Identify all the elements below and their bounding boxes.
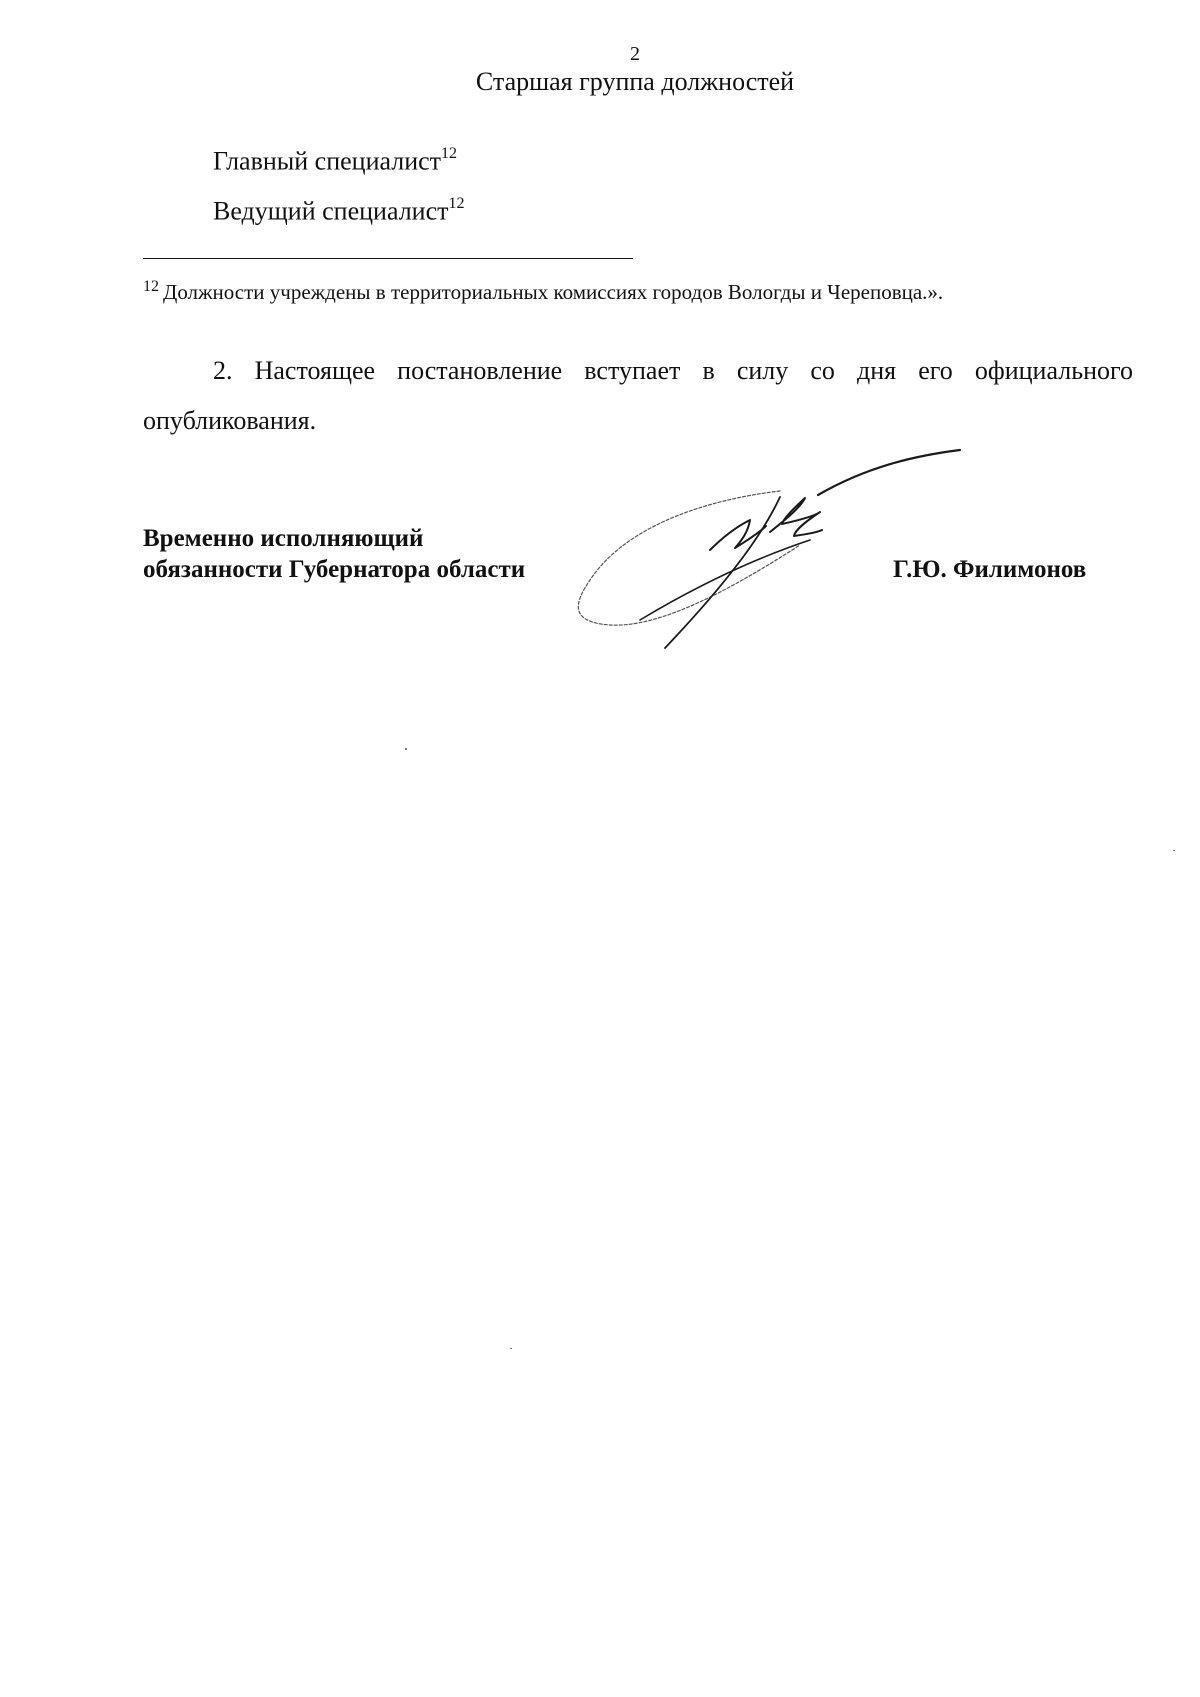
clause-2-paragraph: 2. Настоящее постановление вступает в силу со дня его официального опубликования. (143, 356, 1133, 435)
position-label: Главный специалист (213, 146, 442, 176)
scan-speck (510, 1348, 512, 1349)
footnote-mark: 12 (143, 278, 159, 295)
footnote-separator (143, 258, 633, 259)
position-chief-specialist (213, 140, 457, 178)
footnote-text: Должности учреждены в территориальных комиссиях городов Вологды и Череповца.». (163, 280, 944, 304)
footnote-reference: 12 (441, 145, 458, 162)
position-leading-specialist (213, 190, 465, 228)
signer-title (143, 523, 525, 585)
position-label: Ведущий специалист (213, 196, 449, 226)
scan-speck (1173, 850, 1175, 851)
signer-name: Г.Ю. Филимонов (893, 556, 1087, 583)
footnote-reference: 12 (448, 195, 465, 212)
signer-title-line-2: обязанности Губернатора области (143, 556, 526, 583)
position-group-title: Старшая группа должностей (475, 67, 795, 96)
handwritten-signature-icon (570, 440, 980, 660)
page-number: 2 (630, 43, 640, 65)
signer-title-line-1: Временно исполняющий (143, 525, 424, 552)
footnote (143, 279, 943, 308)
scan-speck (405, 748, 407, 750)
